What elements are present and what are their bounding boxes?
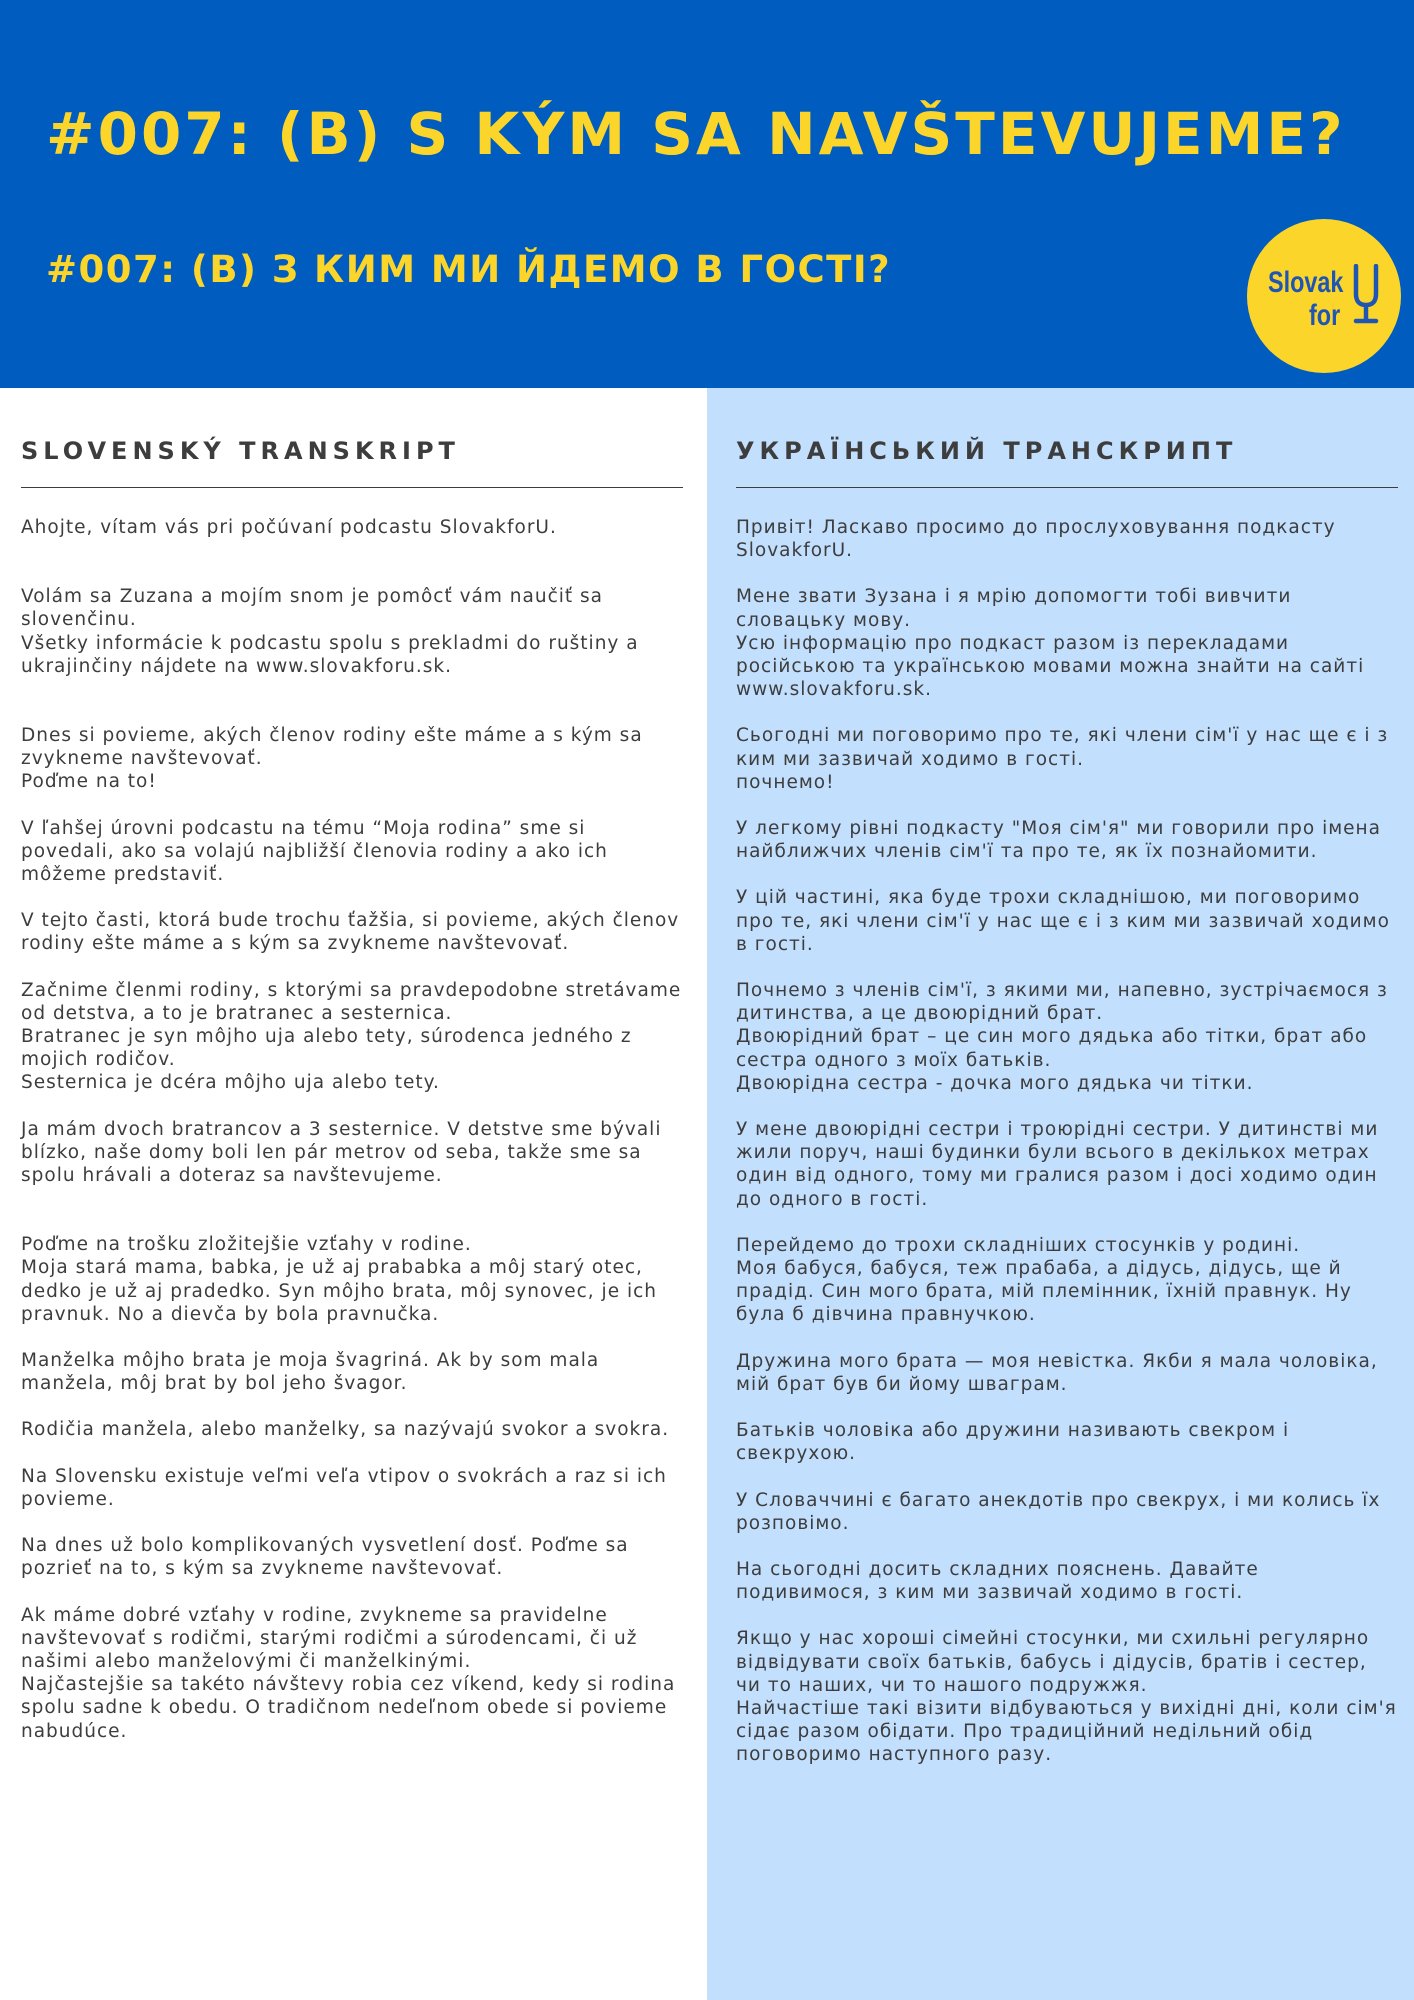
ukrainian-paragraph: Батьків чоловіка або дружини називають свекром і свекрухою. [736,1420,1290,1465]
slovak-paragraph: Manželka môjho brata je moja švagriná. Ak by som mala manžela, môj brat by bol jeho švagor. [21,1350,600,1395]
slovakforu-logo [1247,219,1401,373]
logo-text-slovak: Slovak [1268,266,1344,299]
ukrainian-transcript-heading: УКРАЇНСЬКИЙ ТРАНСКРИПТ [736,437,1238,465]
ukrainian-heading-divider [736,487,1398,488]
slovak-paragraph: Ak máme dobré vzťahy v rodine, zvykneme sa pravidelne navštevovať s rodičmi, starými rodičmi a súrodencami, či už našimi alebo manželovými či manželkinými. Najčastejšie sa takéto návštevy robia cez víkend, kedy si rodina spolu sadne k obedu. O tradičnom nedeľnom obede si povieme nabudúce. [21,1604,676,1742]
ukrainian-paragraph: У Словаччині є багато анекдотів про свекрух, і ми колись їх розповімо. [736,1489,1381,1534]
ukrainian-paragraph: Привіт! Ласкаво просимо до прослуховування подкасту SlovakforU. [736,517,1336,562]
slovak-paragraph: Dnes si povieme, akých členov rodiny ešte máme a s kým sa zvykneme navštevovať. Poďme na to! [21,725,643,793]
slovak-transcript-body [21,516,683,1743]
ukrainian-paragraph: Якщо у нас хороші сімейні стосунки, ми схильні регулярно відвідувати своїх батьків, бабусь і дідусів, братів і сестер, чи то наших, чи то нашого подружжя. Найчастіше такі візити відбуваються у вихідні дні, коли сім'я сідає разом обідати. Про традиційний недільний обід поговоримо наступного разу. [736,1628,1397,1766]
header-banner [0,0,1414,388]
slovak-paragraph: Poďme na trošku zložitejšie vzťahy v rodine. Moja stará mama, babka, je už aj prababka a môj starý otec, dedko je už aj pradedko. Syn môjho brata, môj synovec, je ich pravnuk. No a dievča by bola pravnučka. [21,1234,657,1325]
ukrainian-transcript-body [736,516,1398,1767]
title-ukrainian: #007: (B) З КИМ МИ ЙДЕМО В ГОСТІ? [46,248,892,291]
ukrainian-paragraph: У цій частині, яка буде трохи складнішою, ми поговоримо про те, які члени сім'ї у нас ще є і з ким ми зазвичай ходимо в гості. [736,887,1390,955]
slovak-paragraph: Rodičia manžela, alebo manželky, sa nazývajú svokor a svokra. [21,1419,670,1441]
slovak-heading-divider [21,487,683,488]
slovak-paragraph: Na Slovensku existuje veľmi veľa vtipov o svokrách a raz si ich povieme. [21,1465,667,1510]
slovak-transcript-heading: SLOVENSKÝ TRANSKRIPT [21,437,460,465]
ukrainian-paragraph: У легкому рівні подкасту "Моя сім'я" ми говорили про імена найближчих членів сім'ї та про те, як їх познайомити. [736,818,1381,863]
ukrainian-paragraph: Почнемо з членів сім'ї, з якими ми, напевно, зустрічаємося з дитинства, а це двоюрідний брат. Двоюрідний брат – це син мого дядька або тітки, брат або сестра одного з моїх батьків. Двоюрідна сестра - дочка мого дядька чи тітки. [736,980,1388,1094]
slovak-paragraph: Na dnes už bolo komplikovaných vysvetlení dosť. Poďme sa pozrieť na to, s kým sa zvykneme navštevovať. [21,1535,629,1580]
slovak-paragraph: V tejto časti, ktorá bude trochu ťažšia, si povieme, akých členov rodiny ešte máme a s kým sa zvykneme navštevovať. [21,910,680,955]
slovak-paragraph: V ľahšej úrovni podcastu na tému “Moja rodina” sme si povedali, ako sa volajú najbližší členovia rodiny a ako ich môžeme predstaviť. [21,817,608,886]
slovak-paragraph: Ahojte, vítam vás pri počúvaní podcastu SlovakforU. [21,517,557,538]
ukrainian-paragraph: На сьогодні досить складних пояснень. Давайте подивимося, з ким ми зазвичай ходимо в гості. [736,1558,1259,1604]
slovak-paragraph: Ja mám dvoch bratrancov a 3 sesternice. V detstve sme bývali blízko, naše domy boli len pár metrov od seba, takže sme sa spolu hrávali a doteraz sa navštevujeme. [21,1118,662,1187]
slovak-paragraph: Volám sa Zuzana a mojím snom je pomôcť vám naučiť sa slovenčinu. Všetky informácie k podcastu spolu s prekladmi do ruštiny a ukrajinčiny nájdete na www.slovakforu.sk. [21,586,639,677]
wine-glass-u-icon [1351,264,1381,326]
title-slovak: #007: (B) S KÝM SA NAVŠTEVUJEME? [46,100,1346,168]
ukrainian-paragraph: Дружина мого брата — моя невістка. Якби я мала чоловіка, мій брат був би йому шваграм. [736,1350,1378,1395]
ukrainian-paragraph: Перейдемо до трохи складніших стосунків у родині. Моя бабуся, бабуся, теж прабаба, а дідусь, дідусь, ще й прадід. Син мого брата, мій племінник, їхній правнук. Ну була б дівчина правнучкою. [736,1234,1352,1326]
ukrainian-paragraph: Сьогодні ми поговоримо про те, які члени сім'ї у нас ще є і з ким ми зазвичай ходимо в гості. почнемо! [736,725,1389,793]
logo-text-for: for [1309,299,1341,332]
ukrainian-paragraph: Мене звати Зузана і я мрію допомогти тобі вивчити словацьку мову. Усю інформацію про подкаст разом із перекладами російською та українською мовами можна знайти на сайті www.slovakforu.sk. [736,586,1365,701]
ukrainian-paragraph: У мене двоюрідні сестри і троюрідні сестри. У дитинстві ми жили поруч, наші будинки були всього в декількох метрах один від одного, тому ми гралися разом і досі ходимо один до одного в гості. [736,1119,1379,1210]
slovak-paragraph: Začnime členmi rodiny, s ktorými sa pravdepodobne stretávame od detstva, a to je bratranec a sesternica. Bratranec je syn môjho uja alebo tety, súrodenca jedného z mojich rodičov. Sesternica je dcéra môjho uja alebo tety. [21,979,682,1094]
